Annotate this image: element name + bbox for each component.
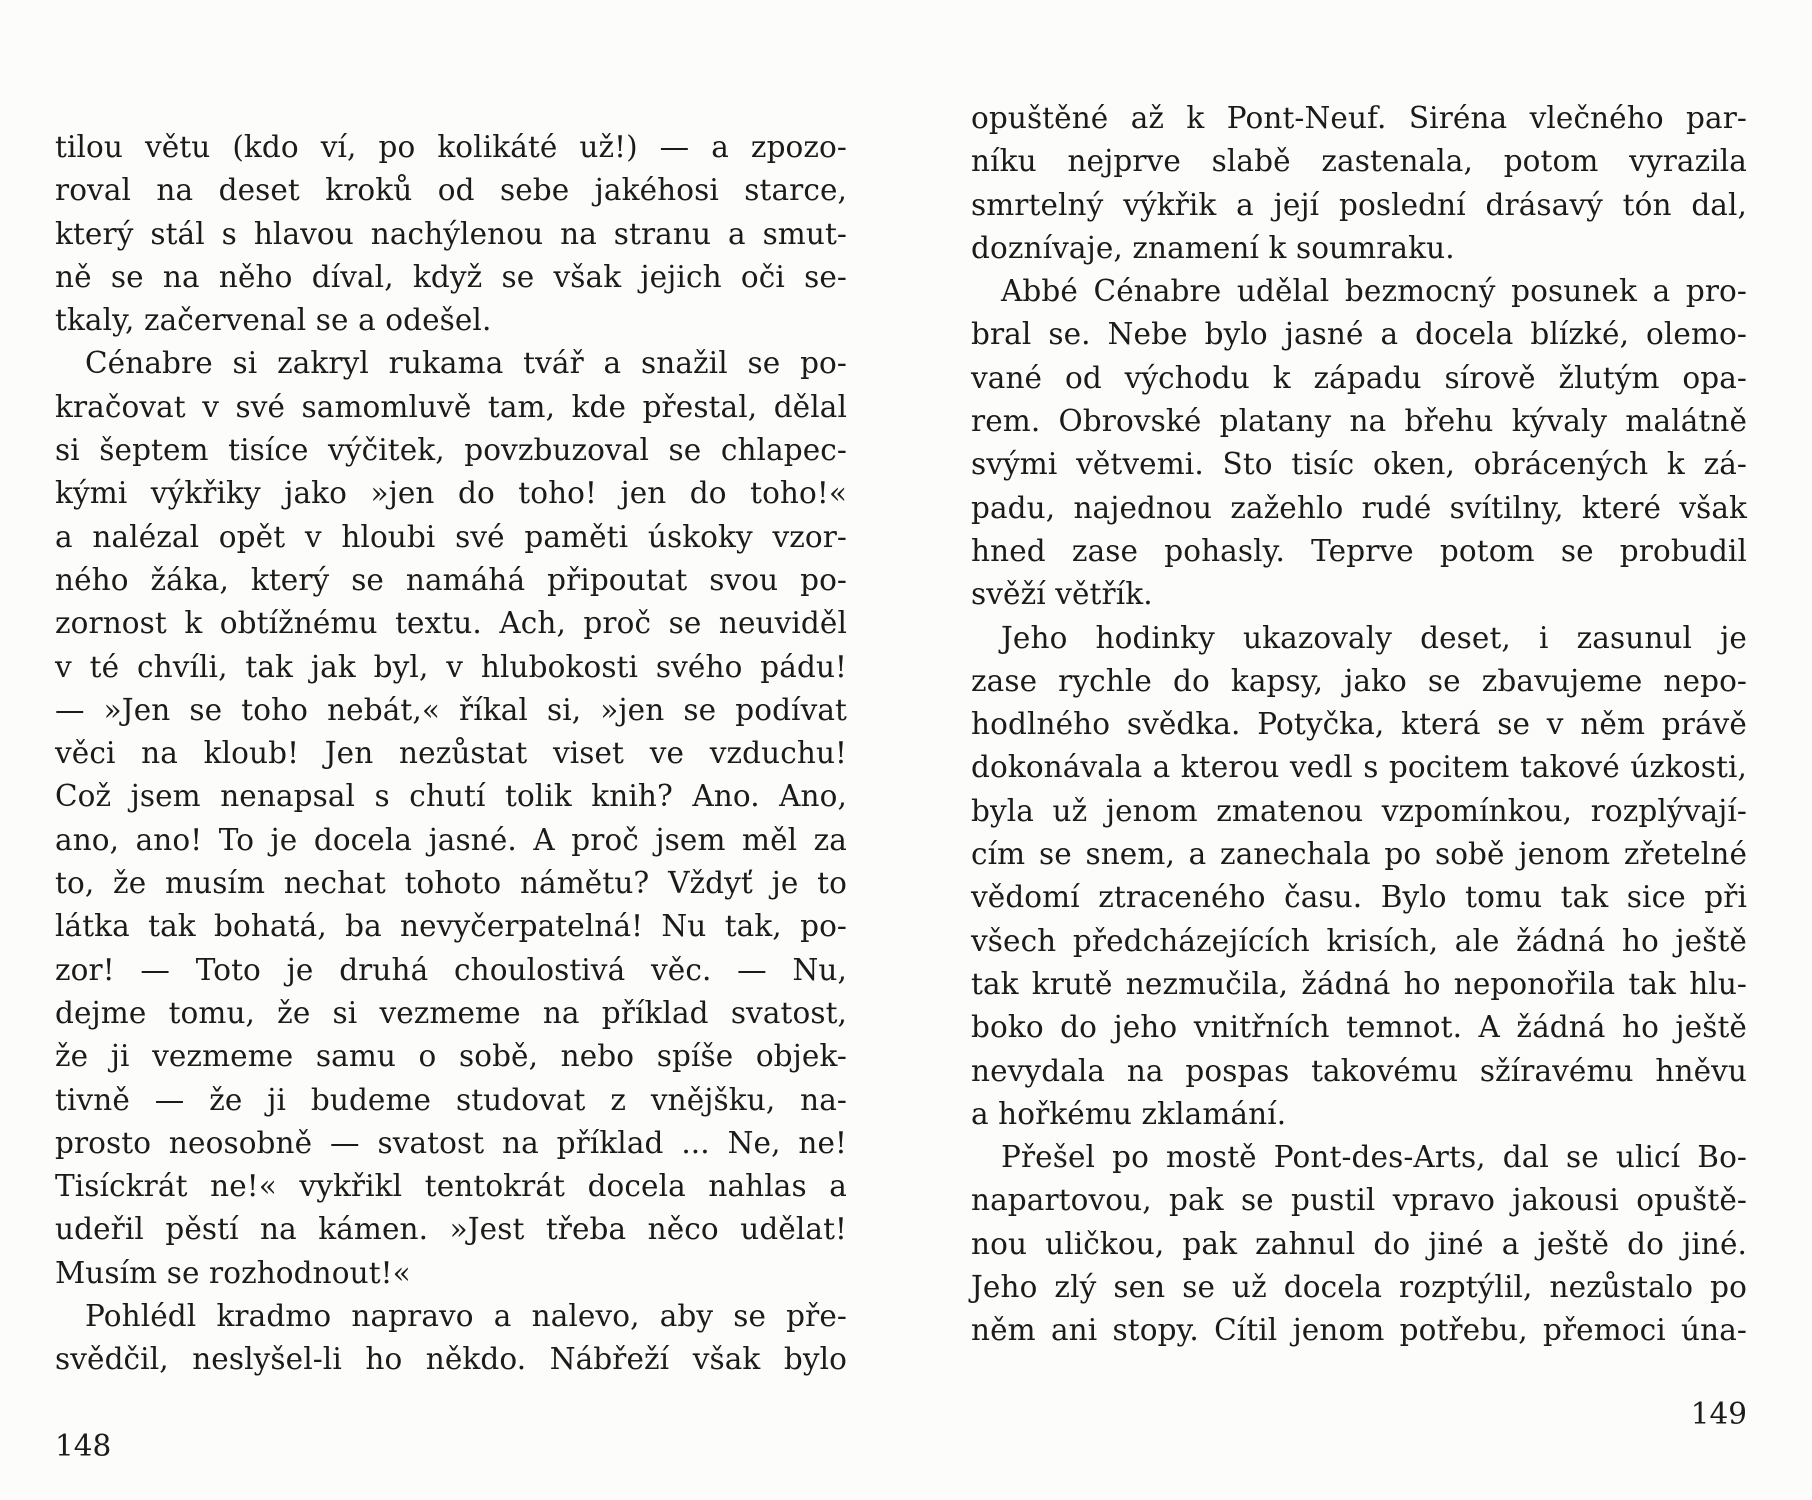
text-line: byla už jenom zmatenou vzpomínkou, rozplývají- <box>971 793 1747 828</box>
text-line: věci na kloub! Jen nezůstat viset ve vzduchu! <box>55 736 847 771</box>
page-number: 148 <box>55 1429 112 1463</box>
text-line: tkaly, začervenal se a odešel. <box>55 303 492 338</box>
text-block <box>971 97 1747 1353</box>
text-line: a nalézal opět v hloubi své paměti úskoky vzor- <box>55 519 847 554</box>
text-line: prosto neosobně — svatost na příklad ... Ne, ne! <box>55 1125 847 1160</box>
text-line: v té chvíli, tak jak byl, v hlubokosti svého pádu! <box>55 649 847 684</box>
text-line: zor! — Toto je druhá choulostivá věc. — Nu, <box>55 952 847 987</box>
text-line: svědčil, neslyšel-li ho někdo. Nábřeží však bylo <box>55 1342 847 1377</box>
page-number: 149 <box>1690 1397 1747 1431</box>
text-line: padu, najednou zažehlo rudé svítilny, které však <box>971 490 1747 525</box>
text-line: cím se snem, a zanechala po sobě jenom zřetelné <box>971 837 1747 872</box>
text-line: ně se na něho díval, když se však jejich oči se- <box>55 259 847 294</box>
text-line: to, že musím nechat tohoto námětu? Vždyť je to <box>55 866 847 901</box>
text-line: roval na deset kroků od sebe jakéhosi starce, <box>55 173 847 208</box>
text-line: svými větvemi. Sto tisíc oken, obrácených k zá- <box>971 447 1747 482</box>
text-line: si šeptem tisíce výčitek, povzbuzoval se chlapec- <box>55 433 847 468</box>
text-line: dejme tomu, že si vezmeme na příklad svatost, <box>55 995 847 1030</box>
text-line: něm ani stopy. Cítil jenom potřebu, přemoci úna- <box>971 1313 1747 1348</box>
text-line: zornost k obtížnému textu. Ach, proč se neuviděl <box>55 606 847 641</box>
text-line: tilou větu (kdo ví, po kolikáté už!) — a zpozo- <box>55 130 847 164</box>
text-line: tivně — že ji budeme studovat z vnějšku, na- <box>55 1082 847 1117</box>
text-line: nou uličkou, pak zahnul do jiné a ještě do jiné. <box>971 1226 1747 1261</box>
text-line: ano, ano! To je docela jasné. A proč jsem měl za <box>55 822 847 857</box>
text-line: nevydala na pospas takovému sžíravému hněvu <box>971 1053 1747 1088</box>
text-line: boko do jeho vnitřních temnot. A žádná ho ještě <box>971 1010 1747 1045</box>
text-line: který stál s hlavou nachýlenou na stranu a smut- <box>55 216 847 251</box>
text-line: že ji vezmeme samu o sobě, nebo spíše objek- <box>55 1039 847 1074</box>
text-line: hodlného svědka. Potyčka, která se v něm právě <box>971 707 1747 742</box>
text-line: tak krutě nezmučila, žádná ho neponořila tak hlu- <box>971 966 1747 1001</box>
text-line: udeřil pěstí na kámen. »Jest třeba něco udělat! <box>55 1212 847 1247</box>
text-line: svěží větřík. <box>971 577 1153 612</box>
text-line: — »Jen se toho nebát,« říkal si, »jen se podívat <box>55 692 847 727</box>
text-line: Abbé Cénabre udělal bezmocný posunek a pro- <box>1001 274 1747 309</box>
text-line: ného žáka, který se namáhá připoutat svou po- <box>55 562 847 597</box>
text-line: rem. Obrovské platany na břehu kývaly malátně <box>971 404 1747 439</box>
text-line: kračovat v své samomluvě tam, kde přestal, dělal <box>55 389 847 424</box>
text-line: Což jsem nenapsal s chutí tolik knih? Ano. Ano, <box>55 779 847 814</box>
text-line: Cénabre si zakryl rukama tvář a snažil se po- <box>85 346 847 381</box>
text-line: a hořkému zklamání. <box>971 1096 1287 1131</box>
text-line: všech předcházejících krisích, ale žádná ho ještě <box>971 923 1747 958</box>
text-line: vědomí ztraceného času. Bylo tomu tak sice při <box>971 880 1747 915</box>
text-line: látka tak bohatá, ba nevyčerpatelná! Nu tak, po- <box>55 909 847 944</box>
text-line: Pohlédl kradmo napravo a nalevo, aby se pře- <box>85 1299 847 1334</box>
text-line: Jeho hodinky ukazovaly deset, i zasunul je <box>1001 620 1747 655</box>
text-line: vané od východu k západu sírově žlutým opa- <box>971 360 1747 395</box>
text-line: kými výkřiky jako »jen do toho! jen do toho!« <box>55 476 847 511</box>
text-line: zase rychle do kapsy, jako se zbavujeme nepo- <box>971 663 1747 698</box>
text-line: hned zase pohasly. Teprve potom se probudil <box>971 533 1747 568</box>
text-line: dokonávala a kterou vedl s pocitem takové úzkosti, <box>971 750 1747 785</box>
text-line: Musím se rozhodnout!« <box>55 1255 411 1290</box>
text-line: doznívaje, znamení k soumraku. <box>971 230 1455 265</box>
text-line: Jeho zlý sen se už docela rozptýlil, nezůstalo po <box>971 1270 1747 1305</box>
text-line: napartovou, pak se pustil vpravo jakousi opuště- <box>971 1183 1747 1218</box>
text-line: níku nejprve slabě zastenala, potom vyrazila <box>971 144 1747 179</box>
text-line: Přešel po mostě Pont-des-Arts, dal se ulicí Bo- <box>1001 1140 1747 1175</box>
text-line: opuštěné až k Pont-Neuf. Siréna vlečného par- <box>971 101 1747 135</box>
text-line: Tisíckrát ne!« vykřikl tentokrát docela nahlas a <box>55 1169 847 1204</box>
text-line: smrtelný výkřik a její poslední drásavý tón dal, <box>971 187 1747 222</box>
text-line: bral se. Nebe bylo jasné a docela blízké, olemo- <box>971 317 1747 352</box>
